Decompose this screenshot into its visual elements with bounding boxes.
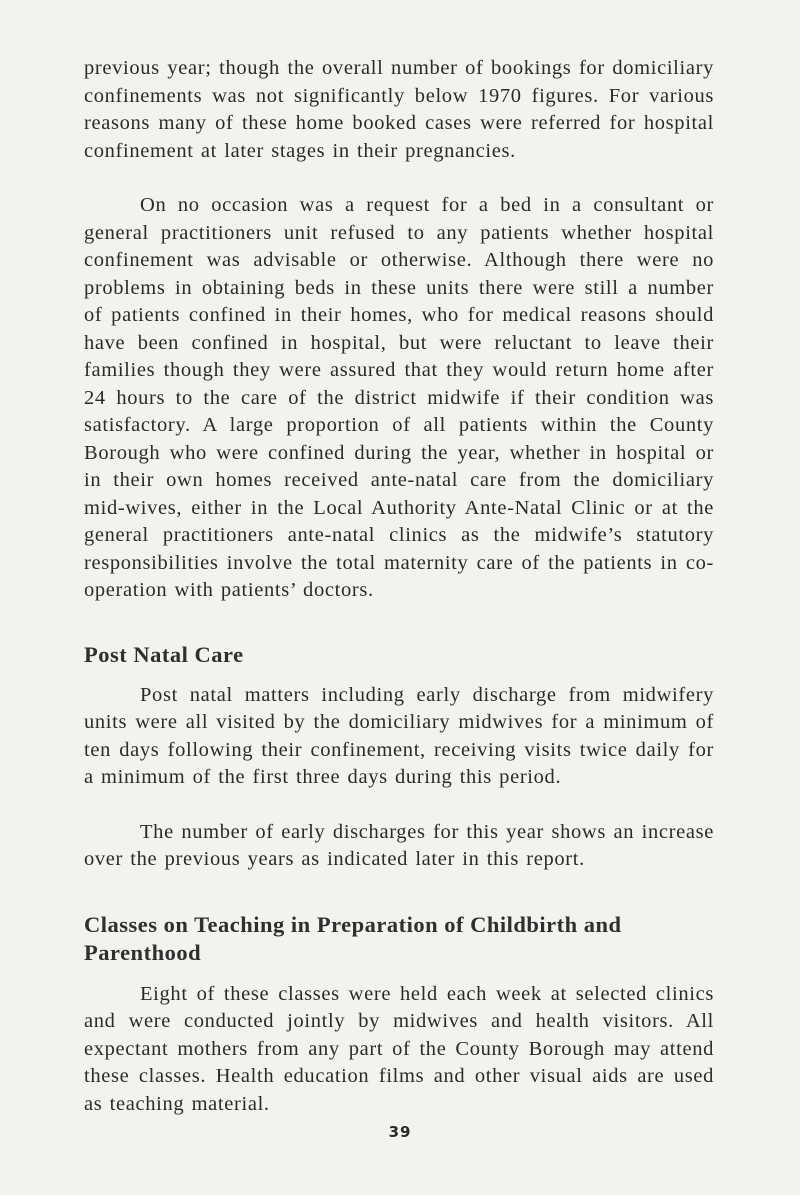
paragraph-early-discharges: The number of early discharges for this year shows an increase over the previous years as indicated later in this report. [84, 820, 714, 870]
paragraph-post-natal-visits: Post natal matters including early discharge from midwifery units were all visited by the domiciliary midwives for a minimum of ten days following their confinement, receiving visits twice daily for a minimum of the first three days during this period. [84, 683, 714, 788]
page-number: 39 [388, 1123, 412, 1141]
paragraph-bed-requests: On no occasion was a request for a bed in a consultant or general practitioners unit refused to any patients whether hospital confinement was advisable or otherwise. Although there were no problems in obtaining beds in these units there were still a number of patients confined in their homes, who for medical reasons should have been confined in hospital, but were reluctant to leave their families though they were assured that they would return home after 24 hours to the care of the district midwife if their condition was satisfactory. A large proportion of all patients within the County Borough who were confined during the year, whether in hospital or in their own homes received ante-natal care from the domiciliary mid-wives, either in the Local Authority Ante-Natal Clinic or at the general practitioners ante-natal clinics as the midwife’s statutory responsibilities involve the total maternity care of the patients in co-operation with patients’ doctors. [84, 194, 714, 601]
heading-post-natal-care: Post Natal Care [84, 641, 244, 667]
heading-classes-on-teaching: Classes on Teaching in Preparation of Childbirth and Parenthood [84, 911, 622, 965]
paragraph-classes-details: Eight of these classes were held each week at selected clinics and were conducted jointly by midwives and health visitors. All expectant mothers from any part of the County Borough may attend these classes. Health education films and other visual aids are used as teaching material. [84, 982, 714, 1115]
paragraph-home-bookings: previous year; though the overall number of bookings for domiciliary confinements was not significantly below 1970 figures. For various reasons many of these home booked cases were referred for hospital confinement at later stages in their pregnancies. [84, 57, 714, 162]
